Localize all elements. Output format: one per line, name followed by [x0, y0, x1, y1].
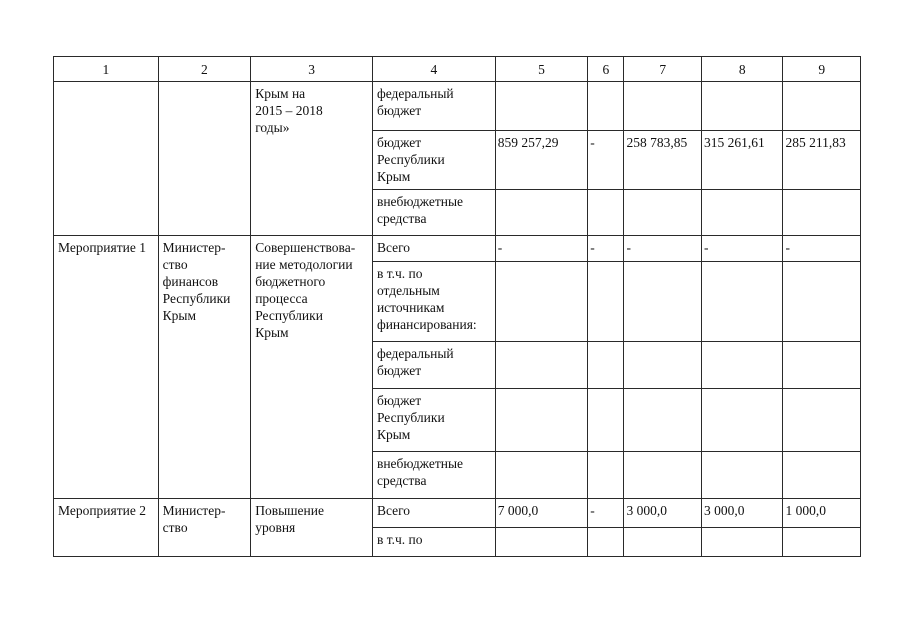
amount-col8-cell: [701, 389, 783, 452]
table-row: [54, 499, 861, 528]
amount-col6-cell: [588, 528, 624, 557]
amount-col6-cell: [588, 389, 624, 452]
column-number: 4: [372, 57, 495, 82]
amount-total-cell: [495, 452, 588, 499]
amount-col7-cell: [624, 342, 701, 389]
amount-col9-cell: [783, 389, 861, 452]
amount-total-cell: [495, 262, 588, 342]
amount-col6-cell: -: [588, 499, 624, 528]
amount-total-cell: 859 257,29: [495, 131, 588, 190]
column-number: 9: [783, 57, 861, 82]
funding-source-cell: в т.ч. по: [372, 528, 495, 557]
amount-col8-cell: -: [701, 236, 783, 262]
funding-source-cell: Всего: [372, 236, 495, 262]
column-number: 3: [251, 57, 373, 82]
amount-col9-cell: [783, 82, 861, 131]
amount-col9-cell: [783, 528, 861, 557]
funding-source-cell: бюджет Республики Крым: [372, 389, 495, 452]
amount-col7-cell: [624, 389, 701, 452]
amount-col9-cell: [783, 342, 861, 389]
amount-col8-cell: [701, 342, 783, 389]
amount-col8-cell: [701, 190, 783, 236]
amount-col7-cell: [624, 190, 701, 236]
program-name-cell: Совершенствова- ние методологии бюджетного процесса Республики Крым: [251, 236, 373, 499]
amount-col8-cell: [701, 528, 783, 557]
column-number: 7: [624, 57, 701, 82]
amount-col9-cell: [783, 190, 861, 236]
column-number: 5: [495, 57, 588, 82]
funding-source-cell: внебюджетные средства: [372, 190, 495, 236]
table-row: [54, 236, 861, 262]
amount-col9-cell: -: [783, 236, 861, 262]
funding-source-cell: бюджет Республики Крым: [372, 131, 495, 190]
amount-col7-cell: [624, 82, 701, 131]
amount-col8-cell: [701, 452, 783, 499]
amount-col7-cell: -: [624, 236, 701, 262]
funding-source-cell: федеральный бюджет: [372, 342, 495, 389]
amount-col8-cell: [701, 262, 783, 342]
amount-col6-cell: -: [588, 131, 624, 190]
amount-col6-cell: [588, 452, 624, 499]
column-number-row: [54, 57, 861, 82]
column-number: 6: [588, 57, 624, 82]
amount-col6-cell: [588, 262, 624, 342]
executor-cell: [158, 82, 251, 236]
budget-table: [53, 56, 861, 557]
amount-col9-cell: [783, 262, 861, 342]
amount-col9-cell: 1 000,0: [783, 499, 861, 528]
amount-total-cell: 7 000,0: [495, 499, 588, 528]
amount-col7-cell: 258 783,85: [624, 131, 701, 190]
amount-col6-cell: [588, 82, 624, 131]
program-name-cell: Повышение уровня: [251, 499, 373, 557]
amount-col8-cell: [701, 82, 783, 131]
amount-total-cell: [495, 389, 588, 452]
program-name-cell: Крым на 2015 – 2018 годы»: [251, 82, 373, 236]
amount-col6-cell: [588, 190, 624, 236]
amount-col7-cell: [624, 528, 701, 557]
amount-col7-cell: [624, 452, 701, 499]
amount-col7-cell: [624, 262, 701, 342]
amount-col9-cell: 285 211,83: [783, 131, 861, 190]
table-row: [54, 82, 861, 131]
column-number: 8: [701, 57, 783, 82]
measure-name-cell: Мероприятие 2: [54, 499, 159, 557]
amount-col6-cell: -: [588, 236, 624, 262]
amount-col9-cell: [783, 452, 861, 499]
funding-source-cell: Всего: [372, 499, 495, 528]
measure-name-cell: Мероприятие 1: [54, 236, 159, 499]
amount-total-cell: [495, 190, 588, 236]
funding-source-cell: внебюджетные средства: [372, 452, 495, 499]
amount-col8-cell: 3 000,0: [701, 499, 783, 528]
amount-total-cell: [495, 342, 588, 389]
amount-total-cell: [495, 82, 588, 131]
amount-col8-cell: 315 261,61: [701, 131, 783, 190]
amount-total-cell: -: [495, 236, 588, 262]
column-number: 1: [54, 57, 159, 82]
amount-total-cell: [495, 528, 588, 557]
executor-cell: Министер- ство финансов Республики Крым: [158, 236, 251, 499]
amount-col7-cell: 3 000,0: [624, 499, 701, 528]
executor-cell: Министер- ство: [158, 499, 251, 557]
funding-source-cell: федеральный бюджет: [372, 82, 495, 131]
amount-col6-cell: [588, 342, 624, 389]
measure-name-cell: [54, 82, 159, 236]
funding-source-cell: в т.ч. по отдельным источникам финансирования:: [372, 262, 495, 342]
column-number: 2: [158, 57, 251, 82]
